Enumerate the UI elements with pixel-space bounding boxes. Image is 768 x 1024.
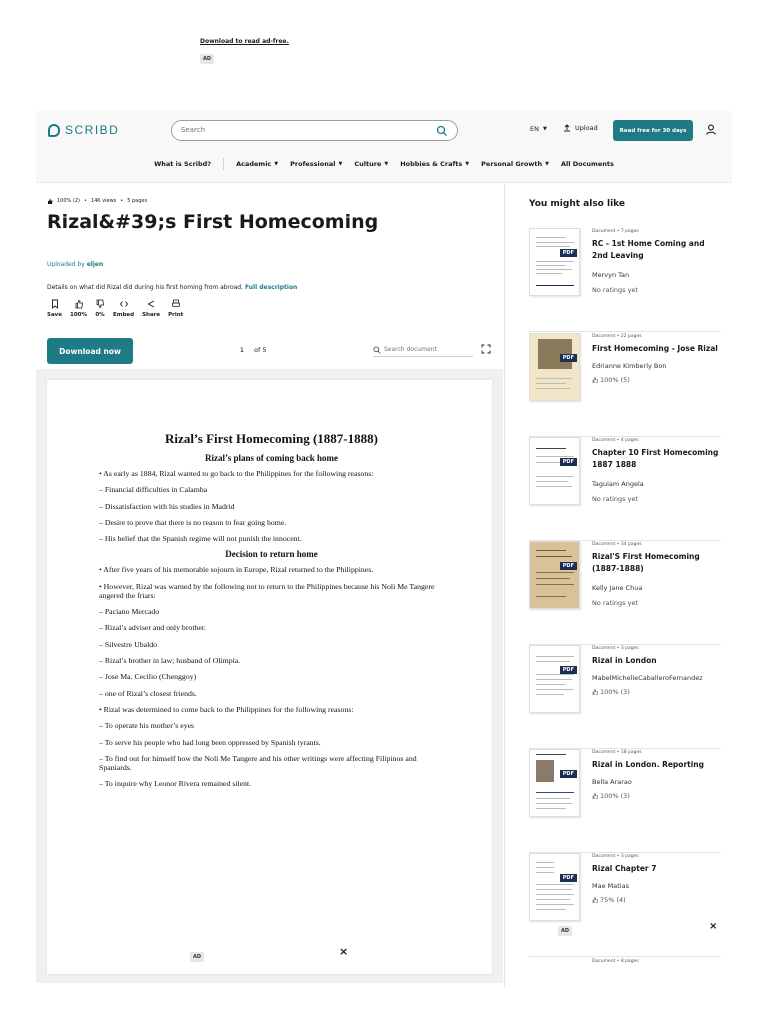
card-author: Kelly Jane Chua — [592, 584, 643, 592]
card-rating — [592, 286, 638, 294]
nav-label: All Documents — [560, 160, 614, 168]
bookmark-icon — [50, 299, 60, 309]
uploader-link[interactable]: eljen — [86, 261, 104, 268]
thumbs-up-icon — [592, 897, 598, 903]
full-description-link[interactable]: Full description — [244, 284, 298, 291]
card-title[interactable]: Chapter 10 First Homecoming 1887 1888 — [592, 448, 719, 469]
like-percent: 100% — [70, 312, 87, 318]
scribd-logo-icon — [48, 124, 60, 137]
card-rating — [592, 599, 638, 607]
thumbs-up-icon — [47, 198, 53, 204]
recommendation-card[interactable] — [529, 749, 721, 853]
search-input[interactable] — [181, 126, 421, 134]
card-author: MabelMichelleCaballeroFernandez — [592, 674, 703, 682]
card-rating — [592, 792, 630, 800]
document-thumbnail[interactable] — [529, 333, 580, 401]
description-text: Details on what did Rizal did during his first homing from abroad. — [47, 284, 244, 291]
rating-text: 100% (5) — [600, 376, 630, 384]
print-label: Print — [168, 312, 184, 318]
uploaded-by-prefix: Uploaded by — [47, 261, 85, 268]
download-ad-free-link[interactable]: Download to read ad-free. — [200, 38, 289, 45]
read-free-button[interactable]: Read free for 30 days — [613, 120, 693, 141]
card-meta: Document • 22 pages — [592, 334, 642, 339]
document-thumbnail[interactable] — [529, 645, 580, 713]
paragraph: – Rizal’s brother in law; husband of Olimpia. — [99, 656, 241, 665]
pdf-badge: PDF — [560, 458, 577, 466]
dot-separator: • — [120, 198, 124, 204]
paragraph: – Silvestre Ubaldo — [99, 639, 158, 649]
share-button[interactable] — [142, 299, 160, 318]
chevron-down-icon: ▼ — [274, 161, 279, 167]
fullscreen-icon[interactable] — [481, 344, 491, 354]
pdf-badge: PDF — [560, 874, 577, 882]
paragraph: – Dissatisfaction with his studies in Madrid — [99, 501, 235, 511]
document-thumbnail[interactable] — [529, 541, 580, 609]
paragraph: – To inquire why Leonor Rivera remained silent. — [99, 779, 252, 789]
paragraph: – Paciano Mercado — [99, 606, 160, 616]
thumbs-up-icon — [592, 793, 598, 799]
download-now-button[interactable]: Download now — [47, 338, 133, 364]
paragraph: – His belief that the Spanish regime will not punish the innocent. — [99, 534, 302, 544]
pdf-badge: PDF — [560, 249, 577, 257]
document-thumbnail[interactable] — [529, 228, 580, 296]
page-text — [99, 431, 444, 797]
nav-label: Personal Growth — [481, 160, 543, 168]
site-header — [36, 111, 732, 183]
rating-text: 100% (3) — [600, 688, 630, 696]
chevron-down-icon: ▼ — [338, 161, 343, 167]
nav-all-documents[interactable] — [555, 158, 620, 170]
printer-icon — [171, 299, 181, 309]
pdf-badge: PDF — [560, 354, 577, 362]
card-rating — [592, 495, 638, 503]
page-number-input[interactable] — [236, 343, 248, 357]
page-heading: Rizal’s First Homecoming (1887-1888) — [165, 431, 378, 446]
card-title[interactable]: Rizal Chapter 7 — [592, 864, 657, 873]
rating-text: 100% (3) — [600, 792, 630, 800]
search-icon[interactable] — [436, 125, 448, 137]
page-total: of 5 — [254, 346, 267, 354]
card-author: Bella Ararao — [592, 778, 632, 786]
recommendation-card[interactable] — [529, 541, 721, 645]
section-heading: Decision to return home — [225, 549, 318, 560]
card-meta: Document • 8 pages — [592, 959, 639, 964]
nav-culture[interactable] — [348, 158, 394, 170]
card-title[interactable]: Rizal in London. Reporting — [592, 760, 705, 769]
category-nav — [36, 158, 732, 170]
document-stats — [47, 198, 147, 204]
search-document[interactable] — [373, 343, 473, 357]
rating-text: 100% (2) — [57, 198, 80, 204]
card-meta: Document • 7 pages — [592, 229, 639, 234]
document-description — [47, 284, 297, 291]
paragraph: – Desire to prove that there is no reason to fear going home. — [99, 518, 287, 528]
nav-label: What is Scribd? — [154, 160, 212, 168]
paragraph: • Rizal was determined to come back to the Philippines for the following reasons: — [99, 705, 354, 715]
nav-hobbies-crafts[interactable] — [394, 158, 475, 170]
embed-label: Embed — [113, 312, 135, 318]
document-page — [47, 380, 492, 974]
card-author: Mae Matias — [592, 882, 629, 890]
paragraph: • After five years of his memorable sojourn in Europe, Rizal returned to the Philippines. — [99, 565, 374, 575]
card-title[interactable]: Rizal'S First Homecoming (1887-1888) — [592, 552, 700, 573]
nav-academic[interactable] — [230, 158, 284, 170]
document-thumbnail[interactable] — [529, 749, 580, 817]
document-actions — [47, 299, 183, 318]
code-icon — [119, 299, 129, 309]
nav-divider — [223, 158, 224, 170]
rail-divider — [504, 183, 505, 988]
card-meta: Document • 4 pages — [592, 438, 639, 443]
uploaded-by — [47, 261, 103, 268]
nav-label: Culture — [354, 160, 382, 168]
rating-text: No ratings yet — [592, 599, 639, 607]
nav-what-is-scribd[interactable] — [148, 158, 217, 170]
paragraph: – To operate his mother’s eyes — [99, 721, 195, 731]
rating-text: No ratings yet — [592, 495, 639, 503]
logo-text: SCRIBD — [65, 123, 120, 137]
paragraph: • As early as 1884, Rizal wanted to go back to the Philippines for the following reasons: — [99, 469, 374, 478]
card-meta: Document • 18 pages — [592, 750, 642, 755]
search-icon — [373, 346, 381, 354]
nav-label: Academic — [236, 160, 272, 168]
recommendation-card[interactable] — [529, 853, 721, 957]
card-author: Mervyn Tan — [592, 271, 630, 279]
card-rating — [592, 688, 630, 696]
card-author: Edrianne Kimberly Bon — [592, 362, 667, 370]
document-title: Rizal&#39;s First Homecoming — [47, 211, 379, 233]
save-button[interactable] — [47, 299, 62, 318]
paragraph: – one of Rizal’s closest friends. — [99, 688, 197, 698]
language-selector[interactable] — [530, 125, 547, 133]
card-meta: Document • 3 pages — [592, 854, 639, 859]
dislike-percent: 0% — [95, 312, 105, 318]
share-icon — [146, 299, 156, 309]
nav-label: Professional — [290, 160, 336, 168]
upload-label: Upload — [575, 124, 598, 132]
chevron-down-icon: ▼ — [545, 161, 549, 167]
document-thumbnail[interactable] — [529, 853, 580, 921]
pdf-badge: PDF — [560, 666, 577, 674]
paragraph: – To serve his people who had long been oppressed by Spanish tyrants. — [99, 737, 321, 747]
nav-professional[interactable] — [284, 158, 348, 170]
thumbs-up-icon — [592, 377, 598, 383]
dot-separator: • — [83, 198, 87, 204]
embed-button[interactable] — [113, 299, 134, 318]
document-thumbnail[interactable] — [529, 437, 580, 505]
page-navigator — [236, 343, 266, 357]
upload-icon — [563, 124, 571, 132]
card-author: Taguiam Angela — [592, 480, 644, 488]
like-button[interactable] — [70, 299, 87, 318]
thumbs-up-icon — [74, 299, 84, 309]
search-box[interactable] — [171, 120, 458, 141]
scribd-logo[interactable] — [48, 123, 119, 137]
ad-badge: AD — [558, 926, 572, 936]
recommendation-card[interactable] — [529, 228, 721, 332]
ad-badge: AD — [200, 54, 214, 64]
rating-text: No ratings yet — [592, 286, 639, 294]
card-title[interactable]: Rizal in London — [592, 656, 657, 665]
paragraph: – To find out for himself how the Noli Me Tangere and his other writings were affecting Filipinos and Spaniards. — [99, 754, 417, 773]
ad-top — [200, 38, 289, 64]
recommendations-title: You might also like — [529, 199, 626, 209]
nav-personal-growth[interactable] — [475, 158, 555, 170]
recommendation-card[interactable] — [529, 437, 721, 541]
paragraph: – Financial difficulties in Calamba — [99, 485, 208, 495]
language-label: EN — [530, 125, 539, 133]
upload-button[interactable] — [563, 124, 598, 132]
section-heading: Rizal’s plans of coming back home — [205, 453, 338, 463]
paragraph: – Rizal’s adviser and only brother. — [99, 623, 206, 633]
card-meta: Document • 3 pages — [592, 646, 639, 651]
chevron-down-icon: ▼ — [465, 161, 470, 167]
card-rating — [592, 376, 630, 384]
close-ad-icon[interactable]: × — [339, 945, 349, 958]
print-button[interactable] — [168, 299, 183, 318]
recommendation-card[interactable] — [529, 333, 721, 437]
save-label: Save — [47, 312, 62, 318]
card-title[interactable]: RC - 1st Home Coming and 2nd Leaving — [592, 239, 705, 260]
paragraph: • However, Rizal was warned by the following not to return to the Philippines because his Noli Me Tangere angered the friars: — [99, 581, 435, 600]
pages-text: 5 pages — [127, 198, 148, 204]
card-title[interactable]: First Homecoming - Jose Rizal — [592, 344, 718, 353]
thumbs-up-icon — [592, 689, 598, 695]
nav-label: Hobbies & Crafts — [400, 160, 463, 168]
pdf-badge: PDF — [560, 770, 577, 778]
close-ad-icon[interactable]: × — [709, 921, 718, 932]
card-meta: Document • 34 pages — [592, 542, 642, 547]
thumbs-down-icon — [95, 299, 105, 309]
chevron-down-icon: ▼ — [384, 161, 389, 167]
user-account-icon[interactable] — [702, 121, 720, 139]
paragraph: – Jose Ma. Cecilio (Chenggoy) — [99, 672, 197, 682]
card-rating — [592, 896, 626, 904]
views-text: 14K views — [90, 198, 117, 204]
pdf-badge: PDF — [560, 562, 577, 570]
rating-text: 75% (4) — [600, 896, 626, 904]
search-document-input[interactable] — [384, 346, 468, 353]
ad-badge: AD — [190, 952, 204, 962]
recommendation-card[interactable] — [529, 645, 721, 749]
share-label: Share — [142, 312, 161, 318]
dislike-button[interactable] — [95, 299, 105, 318]
chevron-down-icon: ▼ — [542, 126, 547, 132]
